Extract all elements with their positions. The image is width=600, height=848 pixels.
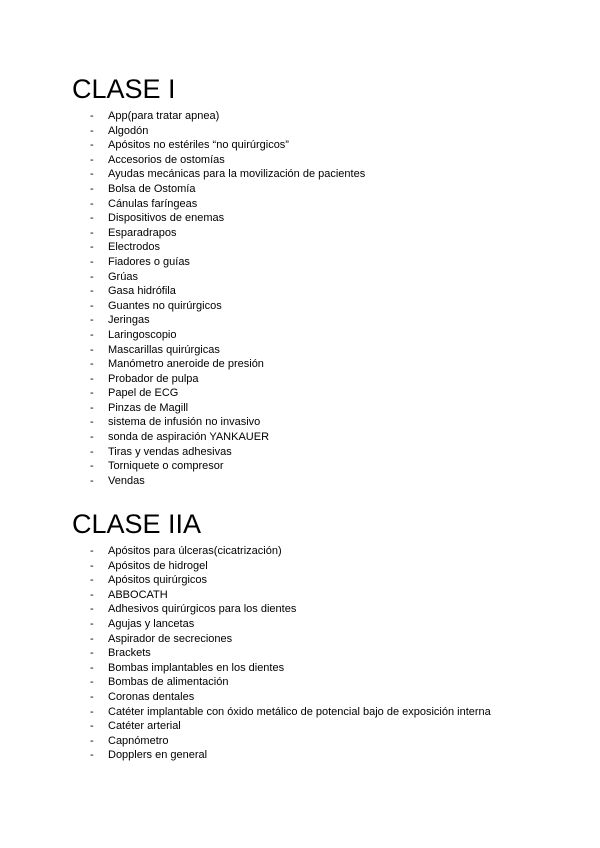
list-item [72, 240, 572, 255]
section-clase-i [72, 72, 572, 488]
list-item-label: Catéter implantable con óxido metálico de potencial bajo de exposición interna [108, 705, 491, 718]
list-item [72, 588, 572, 603]
bullet-dash: - [90, 372, 94, 385]
list-item-label: Pinzas de Magill [108, 401, 189, 414]
list-item [72, 299, 572, 314]
section-heading: CLASE IIA [72, 509, 202, 539]
bullet-dash: - [90, 299, 94, 312]
list-item [72, 124, 572, 139]
list-item-label: Coronas dentales [108, 690, 195, 703]
bullet-dash: - [90, 401, 94, 414]
list-item-label: Papel de ECG [108, 387, 179, 400]
list-item-label: Aspirador de secreciones [108, 632, 233, 645]
bullet-dash: - [90, 661, 94, 674]
bullet-dash: - [90, 197, 94, 210]
list-item [72, 109, 572, 124]
list-item [72, 559, 572, 574]
item-list [72, 544, 572, 763]
list-item [72, 445, 572, 460]
list-item-label: Dopplers en general [108, 749, 208, 762]
list-item-label: Torniquete o compresor [108, 460, 224, 473]
list-item-label: Bolsa de Ostomía [108, 182, 196, 195]
bullet-dash: - [90, 431, 94, 444]
bullet-dash: - [90, 705, 94, 718]
list-item-label: Adhesivos quirúrgicos para los dientes [108, 603, 297, 616]
list-item [72, 430, 572, 445]
list-item [72, 313, 572, 328]
list-item-label: Vendas [108, 474, 145, 487]
list-item-label: Laringoscopio [108, 328, 177, 341]
list-item [72, 343, 572, 358]
bullet-dash: - [90, 343, 94, 356]
list-item [72, 153, 572, 168]
list-item [72, 167, 572, 182]
bullet-dash: - [90, 460, 94, 473]
list-item-label: sistema de infusión no invasivo [108, 416, 261, 429]
bullet-dash: - [90, 182, 94, 195]
list-item [72, 328, 572, 343]
list-item-label: Cánulas faríngeas [108, 197, 198, 210]
list-item-label: Catéter arterial [108, 720, 181, 733]
bullet-dash: - [90, 416, 94, 429]
bullet-dash: - [90, 241, 94, 254]
list-item [72, 270, 572, 285]
bullet-dash: - [90, 749, 94, 762]
list-item [72, 573, 572, 588]
bullet-dash: - [90, 139, 94, 152]
list-item [72, 474, 572, 489]
list-item-label: Bombas implantables en los dientes [108, 661, 285, 674]
list-item-label: Apósitos no estériles “no quirúrgicos” [108, 139, 289, 152]
list-item [72, 372, 572, 387]
list-item [72, 138, 572, 153]
list-item-label: Capnómetro [108, 734, 169, 747]
list-item-label: Grúas [108, 270, 138, 283]
bullet-dash: - [90, 720, 94, 733]
bullet-dash: - [90, 734, 94, 747]
list-item [72, 602, 572, 617]
bullet-dash: - [90, 328, 94, 341]
bullet-dash: - [90, 168, 94, 181]
list-item-label: Apósitos quirúrgicos [108, 574, 208, 587]
list-item-label: Agujas y lancetas [108, 617, 195, 630]
bullet-dash: - [90, 617, 94, 630]
list-item-label: Jeringas [108, 314, 150, 327]
bullet-dash: - [90, 676, 94, 689]
list-item-label: Tiras y vendas adhesivas [108, 445, 232, 458]
list-item-label: Manómetro aneroide de presión [108, 358, 264, 371]
list-item [72, 255, 572, 270]
list-item [72, 284, 572, 299]
list-item [72, 705, 572, 720]
bullet-dash: - [90, 255, 94, 268]
list-item-label: sonda de aspiración YANKAUER [108, 431, 270, 444]
list-item [72, 459, 572, 474]
list-item-label: Guantes no quirúrgicos [108, 299, 222, 312]
list-item [72, 734, 572, 749]
list-item-label: Ayudas mecánicas para la movilización de pacientes [108, 168, 366, 181]
list-item [72, 646, 572, 661]
section-clase-iia [72, 507, 572, 763]
bullet-dash: - [90, 124, 94, 137]
list-item-label: Electrodos [108, 241, 160, 254]
list-item-label: Brackets [108, 647, 151, 660]
bullet-dash: - [90, 314, 94, 327]
list-item [72, 415, 572, 430]
list-item-label: Esparadrapos [108, 226, 177, 239]
list-item [72, 197, 572, 212]
item-list [72, 109, 572, 488]
bullet-dash: - [90, 647, 94, 660]
bullet-dash: - [90, 474, 94, 487]
bullet-dash: - [90, 545, 94, 557]
list-item-label: Probador de pulpa [108, 372, 199, 385]
list-item [72, 357, 572, 372]
bullet-dash: - [90, 445, 94, 458]
bullet-dash: - [90, 632, 94, 645]
list-item [72, 401, 572, 416]
list-item [72, 690, 572, 705]
list-item-label: Fiadores o guías [108, 255, 190, 268]
list-item [72, 632, 572, 647]
list-item-label: Accesorios de ostomías [108, 153, 225, 166]
list-item [72, 617, 572, 632]
list-item-label: Apósitos de hidrogel [108, 559, 208, 572]
list-item [72, 748, 572, 763]
list-item-label: Mascarillas quirúrgicas [108, 343, 220, 356]
bullet-dash: - [90, 358, 94, 371]
list-item-label: Algodón [108, 124, 149, 137]
list-item-label: ABBOCATH [108, 588, 168, 601]
list-item [72, 386, 572, 401]
list-item [72, 211, 572, 226]
bullet-dash: - [90, 153, 94, 166]
bullet-dash: - [90, 603, 94, 616]
list-item-label: Dispositivos de enemas [108, 212, 225, 225]
bullet-dash: - [90, 285, 94, 298]
list-item [72, 226, 572, 241]
list-item-label: Bombas de alimentación [108, 676, 229, 689]
bullet-dash: - [90, 574, 94, 587]
list-item [72, 661, 572, 676]
bullet-dash: - [90, 588, 94, 601]
bullet-dash: - [90, 110, 94, 122]
bullet-dash: - [90, 270, 94, 283]
list-item-label: Apósitos para úlceras(cicatrización) [108, 545, 282, 557]
bullet-dash: - [90, 226, 94, 239]
list-item-label: App(para tratar apnea) [108, 110, 220, 122]
list-item [72, 544, 572, 559]
list-item [72, 675, 572, 690]
bullet-dash: - [90, 212, 94, 225]
bullet-dash: - [90, 690, 94, 703]
list-item [72, 182, 572, 197]
section-heading: CLASE I [72, 74, 176, 104]
bullet-dash: - [90, 387, 94, 400]
bullet-dash: - [90, 559, 94, 572]
list-item-label: Gasa hidrófila [108, 285, 176, 298]
list-item [72, 719, 572, 734]
